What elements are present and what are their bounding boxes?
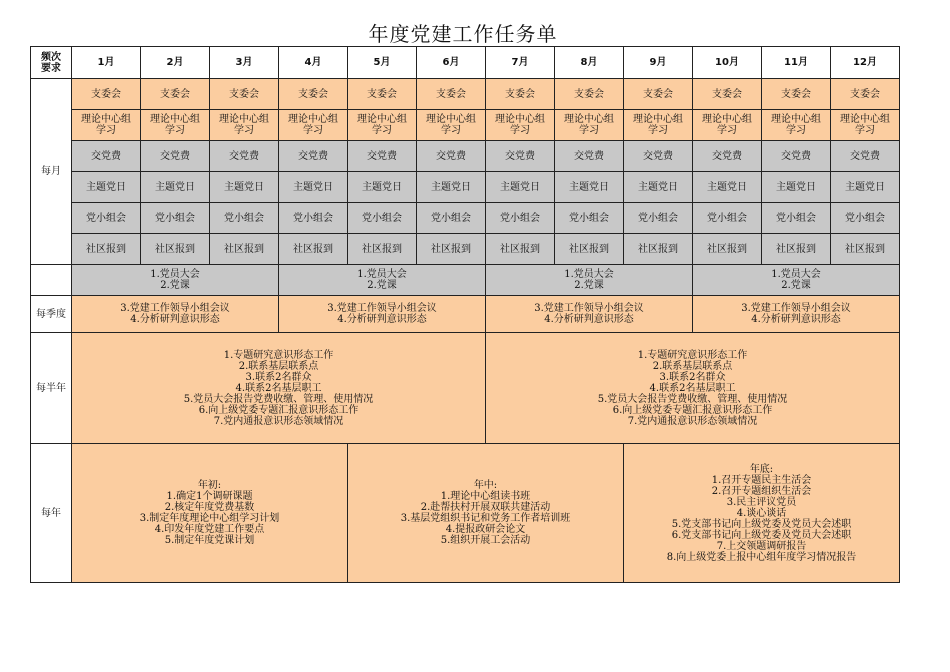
task-table (30, 46, 900, 583)
monthly-task-cell: 社区报到 (762, 234, 831, 265)
monthly-task-cell: 党小组会 (417, 203, 486, 234)
monthly-task-cell: 理论中心组 学习 (417, 110, 486, 141)
monthly-task-cell: 主题党日 (279, 172, 348, 203)
monthly-task-cell: 社区报到 (210, 234, 279, 265)
monthly-task-cell: 主题党日 (210, 172, 279, 203)
half-year-row (31, 333, 900, 444)
monthly-task-cell: 理论中心组 学习 (555, 110, 624, 141)
monthly-task-cell: 社区报到 (624, 234, 693, 265)
monthly-task-cell: 主题党日 (348, 172, 417, 203)
monthly-task-cell: 交党费 (141, 141, 210, 172)
monthly-task-cell: 社区报到 (831, 234, 900, 265)
monthly-task-cell: 理论中心组 学习 (141, 110, 210, 141)
monthly-task-cell: 社区报到 (486, 234, 555, 265)
monthly-task-cell: 理论中心组 学习 (279, 110, 348, 141)
monthly-task-cell: 社区报到 (348, 234, 417, 265)
frequency-header: 频次 要求 (31, 47, 72, 79)
monthly-task-cell: 交党费 (693, 141, 762, 172)
quarter-1-tasks-a: 1.党员大会 2.党课 (72, 265, 279, 296)
blank-label-cell (31, 265, 72, 296)
monthly-task-row (31, 203, 900, 234)
month-header: 6月 (417, 47, 486, 79)
quarter-2-tasks-b: 3.党建工作领导小组会议 4.分析研判意识形态 (279, 296, 486, 333)
quarter-4-tasks-a: 1.党员大会 2.党课 (693, 265, 900, 296)
row-label-yearly: 每年 (31, 444, 72, 583)
month-header: 7月 (486, 47, 555, 79)
monthly-task-cell: 社区报到 (417, 234, 486, 265)
monthly-task-cell: 交党费 (831, 141, 900, 172)
month-header: 3月 (210, 47, 279, 79)
monthly-task-cell: 主题党日 (762, 172, 831, 203)
month-header: 5月 (348, 47, 417, 79)
monthly-task-cell: 交党费 (210, 141, 279, 172)
monthly-task-cell: 党小组会 (210, 203, 279, 234)
half-year-1-tasks: 1.专题研究意识形态工作 2.联系基层联系点 3.联系2名群众 4.联系2名基层职工 5.党员大会报告党费收缴、管理、使用情况 6.向上级党委专题汇报意识形态工作 7.党内通报意识形态领域情况 (72, 333, 486, 444)
row-label-half-year: 每半年 (31, 333, 72, 444)
monthly-task-cell: 党小组会 (624, 203, 693, 234)
quarter-3-tasks-b: 3.党建工作领导小组会议 4.分析研判意识形态 (486, 296, 693, 333)
monthly-task-cell: 支委会 (762, 79, 831, 110)
row-label-quarterly: 每季度 (31, 296, 72, 333)
monthly-task-cell: 理论中心组 学习 (762, 110, 831, 141)
yearly-row (31, 444, 900, 583)
month-header: 11月 (762, 47, 831, 79)
monthly-task-cell: 支委会 (693, 79, 762, 110)
half-year-2-tasks: 1.专题研究意识形态工作 2.联系基层联系点 3.联系2名群众 4.联系2名基层职工 5.党员大会报告党费收缴、管理、使用情况 6.向上级党委专题汇报意识形态工作 7.党内通报意识形态领域情况 (486, 333, 900, 444)
monthly-task-cell: 党小组会 (72, 203, 141, 234)
page-title: 年度党建工作任务单 (368, 22, 558, 46)
monthly-task-cell: 主题党日 (831, 172, 900, 203)
monthly-task-cell: 党小组会 (693, 203, 762, 234)
monthly-task-cell: 支委会 (210, 79, 279, 110)
monthly-task-cell: 理论中心组 学习 (210, 110, 279, 141)
monthly-task-cell: 理论中心组 学习 (72, 110, 141, 141)
monthly-task-cell: 支委会 (417, 79, 486, 110)
monthly-task-cell: 社区报到 (72, 234, 141, 265)
monthly-task-cell: 支委会 (486, 79, 555, 110)
monthly-task-cell: 社区报到 (141, 234, 210, 265)
monthly-task-cell: 理论中心组 学习 (486, 110, 555, 141)
monthly-task-cell: 社区报到 (555, 234, 624, 265)
monthly-task-cell: 理论中心组 学习 (831, 110, 900, 141)
monthly-task-cell: 主题党日 (555, 172, 624, 203)
month-header: 8月 (555, 47, 624, 79)
monthly-task-cell: 党小组会 (831, 203, 900, 234)
monthly-task-cell: 理论中心组 学习 (693, 110, 762, 141)
monthly-task-cell: 主题党日 (624, 172, 693, 203)
monthly-task-cell: 交党费 (72, 141, 141, 172)
row-label-monthly: 每月 (31, 79, 72, 265)
monthly-task-cell: 交党费 (348, 141, 417, 172)
month-header: 1月 (72, 47, 141, 79)
monthly-task-row (31, 110, 900, 141)
monthly-task-row (31, 172, 900, 203)
monthly-task-cell: 支委会 (72, 79, 141, 110)
monthly-task-cell: 理论中心组 学习 (348, 110, 417, 141)
quarter-3-tasks-a: 1.党员大会 2.党课 (486, 265, 693, 296)
quarter-4-tasks-b: 3.党建工作领导小组会议 4.分析研判意识形态 (693, 296, 900, 333)
monthly-task-cell: 主题党日 (486, 172, 555, 203)
monthly-task-cell: 社区报到 (693, 234, 762, 265)
monthly-task-cell: 交党费 (762, 141, 831, 172)
monthly-task-cell: 党小组会 (348, 203, 417, 234)
monthly-task-cell: 交党费 (555, 141, 624, 172)
monthly-task-cell: 党小组会 (486, 203, 555, 234)
monthly-task-cell: 党小组会 (762, 203, 831, 234)
quarterly-row-2 (31, 296, 900, 333)
monthly-task-cell: 支委会 (348, 79, 417, 110)
month-header: 2月 (141, 47, 210, 79)
monthly-task-cell: 党小组会 (141, 203, 210, 234)
monthly-task-cell: 理论中心组 学习 (624, 110, 693, 141)
monthly-task-cell: 支委会 (555, 79, 624, 110)
monthly-task-cell: 支委会 (279, 79, 348, 110)
month-header: 12月 (831, 47, 900, 79)
month-header: 10月 (693, 47, 762, 79)
monthly-task-cell: 党小组会 (279, 203, 348, 234)
monthly-task-cell: 社区报到 (279, 234, 348, 265)
monthly-task-cell: 交党费 (624, 141, 693, 172)
month-header: 4月 (279, 47, 348, 79)
quarterly-row-1 (31, 265, 900, 296)
monthly-task-cell: 支委会 (624, 79, 693, 110)
monthly-task-cell: 主题党日 (141, 172, 210, 203)
monthly-task-cell: 交党费 (279, 141, 348, 172)
monthly-task-cell: 主题党日 (693, 172, 762, 203)
year-start-tasks: 年初: 1.确定1个调研课题 2.核定年度党费基数 3.制定年度理论中心组学习计划 4.印发年度党建工作要点 5.制定年度党课计划 (72, 444, 348, 583)
monthly-task-cell: 主题党日 (417, 172, 486, 203)
monthly-task-row (31, 141, 900, 172)
monthly-task-cell: 交党费 (486, 141, 555, 172)
year-mid-tasks: 年中: 1.理论中心组读书班 2.赴帮扶村开展双联共建活动 3.基层党组织书记和党务工作者培训班 4.提报政研会论文 5.组织开展工会活动 (348, 444, 624, 583)
monthly-task-row (31, 234, 900, 265)
quarter-1-tasks-b: 3.党建工作领导小组会议 4.分析研判意识形态 (72, 296, 279, 333)
monthly-task-cell: 主题党日 (72, 172, 141, 203)
month-header-row (31, 47, 900, 79)
month-header: 9月 (624, 47, 693, 79)
quarter-2-tasks-a: 1.党员大会 2.党课 (279, 265, 486, 296)
monthly-task-row (31, 79, 900, 110)
monthly-task-cell: 支委会 (831, 79, 900, 110)
monthly-task-cell: 党小组会 (555, 203, 624, 234)
monthly-task-cell: 交党费 (417, 141, 486, 172)
monthly-task-cell: 支委会 (141, 79, 210, 110)
year-end-tasks: 年底: 1.召开专题民主生活会 2.召开专题组织生活会 3.民主评议党员 4.谈心谈话 5.党支部书记向上级党委及党员大会述职 6.党支部书记向上级党委及党员大会述职 7.上交领题调研报告 8.向上级党委上报中心组年度学习情况报告 (624, 444, 900, 583)
